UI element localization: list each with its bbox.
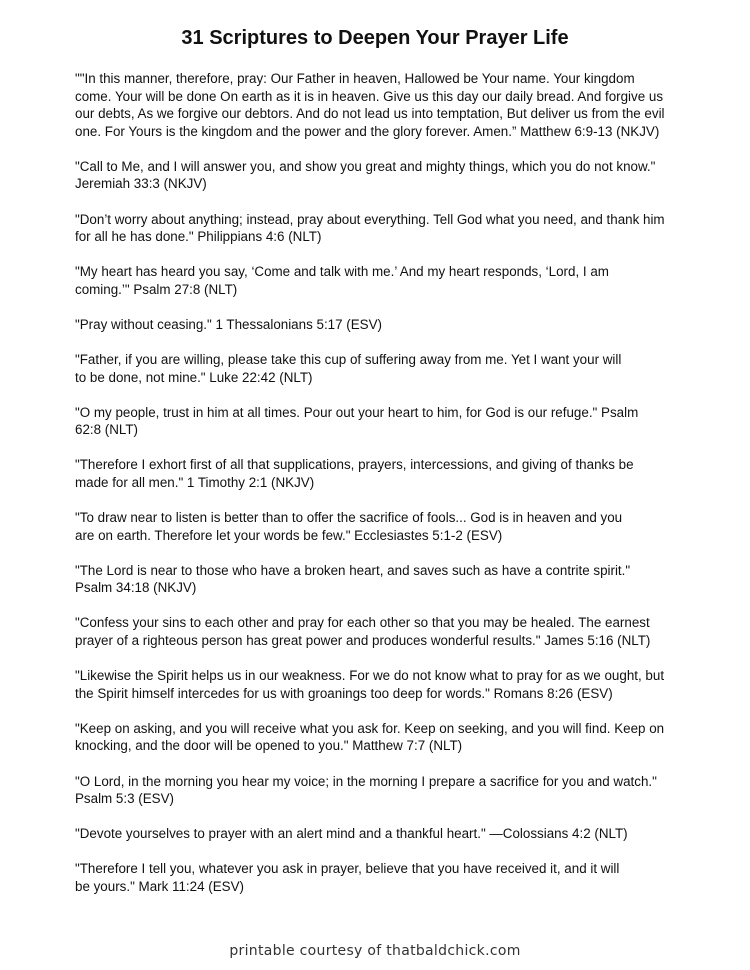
page-title: 31 Scriptures to Deepen Your Prayer Life — [181, 27, 569, 49]
scripture-item: "Father, if you are willing, please take this cup of suffering away from me. Yet I want your will to be done, not mine." Luke 22:42 (NLT) — [75, 352, 622, 385]
scripture-item: "To draw near to listen is better than to offer the sacrifice of fools... God is in heaven and you are on earth. Therefore let your words be few." Ecclesiastes 5:1-2 (ESV) — [75, 510, 623, 543]
scripture-item: "Likewise the Spirit helps us in our weakness. For we do not know what to pray for as we ought, but the Spirit himself intercedes for us with groanings too deep for words." Romans 8:26 (ESV) — [75, 668, 665, 701]
scripture-item: "Therefore I exhort first of all that supplications, prayers, intercessions, and giving of thanks be made for all men." 1 Timothy 2:1 (NKJV) — [75, 457, 634, 490]
scripture-item: "Therefore I tell you, whatever you ask in prayer, believe that you have received it, and it will be yours." Mark 11:24 (ESV) — [75, 861, 620, 894]
scripture-item: "Pray without ceasing." 1 Thessalonians 5:17 (ESV) — [75, 316, 382, 332]
scripture-item: "The Lord is near to those who have a broken heart, and saves such as have a contrite spirit." Psalm 34:18 (NKJV) — [75, 562, 631, 596]
scripture-item: ""In this manner, therefore, pray: Our Father in heaven, Hallowed be Your name. Your kingdom come. Your will be done On earth as it is in heaven. Give us this day our daily bread. And forgive us our debts, As we forgive our debtors. And do not lead us into temptation, But deliver us from the evil one. For Yours is the kingdom and the power and the glory forever. Amen.” Matthew 6:9-13 (NKJV) — [75, 71, 665, 139]
scripture-list — [75, 70, 675, 913]
scripture-item: "Keep on asking, and you will receive what you ask for. Keep on seeking, and you will find. Keep on knocking, and the door will be opened to you." Matthew 7:7 (NLT) — [75, 720, 665, 754]
scripture-item: "Devote yourselves to prayer with an alert mind and a thankful heart." —Colossians 4:2 (NLT) — [75, 826, 628, 842]
footer-credit: printable courtesy of thatbaldchick.com — [229, 943, 521, 959]
scripture-item: "O Lord, in the morning you hear my voice; in the morning I prepare a sacrifice for you and watch." Psalm 5:3 (ESV) — [75, 773, 657, 807]
scripture-item: "Call to Me, and I will answer you, and show you great and mighty things, which you do not know." Jeremiah 33:3 (NKJV) — [75, 158, 656, 192]
scripture-item: "Don’t worry about anything; instead, pray about everything. Tell God what you need, and thank him for all he has done." Philippians 4:6 (NLT) — [75, 211, 665, 245]
scripture-item: "O my people, trust in him at all times. Pour out your heart to him, for God is our refuge." Psalm 62:8 (NLT) — [75, 404, 639, 438]
scripture-item: "Confess your sins to each other and pray for each other so that you may be healed. The earnest prayer of a righteous person has great power and produces wonderful results." James 5:16 (NLT) — [75, 615, 651, 649]
scripture-item: "My heart has heard you say, ‘Come and talk with me.’ And my heart responds, ‘Lord, I am coming.’" Psalm 27:8 (NLT) — [75, 264, 609, 297]
